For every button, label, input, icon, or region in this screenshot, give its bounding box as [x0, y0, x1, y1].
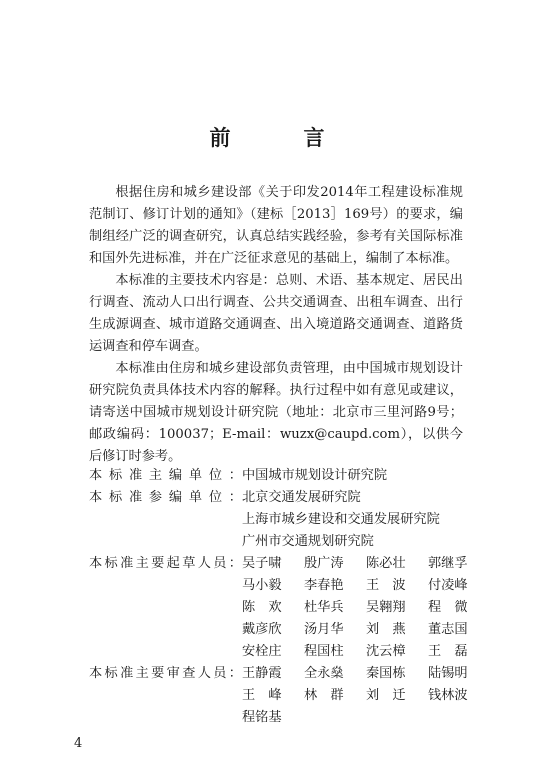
person-name: 汤月华 [304, 622, 344, 637]
person-name: 程国柱 [304, 644, 344, 659]
person-name: 沈云樟 [366, 644, 406, 659]
person-name: 钱林波 [428, 688, 468, 703]
drafters-label: 本标准主要起草人员： [89, 556, 242, 571]
paragraph-background: 根据住房和城乡建设部《关于印发2014年工程建设标准规范制订、修订计划的通知》（建标［2013］169号）的要求，编制组经广泛的调查研究，认真总结实践经验，参考有关国际标准和国外先进标准，并在广泛征求意见的基础上，编制了本标准。 [89, 185, 463, 266]
person-name: 全永燊 [304, 666, 344, 681]
person-name: 程 微 [428, 600, 468, 615]
person-name: 吴翱翔 [366, 600, 406, 615]
person-name: 杜华兵 [304, 600, 344, 615]
person-name: 王 磊 [428, 644, 468, 659]
reviewers-group [89, 663, 479, 729]
person-name: 陈必壮 [366, 556, 406, 571]
drafters-list [242, 553, 490, 663]
page-title: 前 言 [209, 126, 351, 150]
person-name: 付凌峰 [428, 578, 468, 593]
person-name: 安栓庄 [242, 644, 282, 659]
person-name: 殷广涛 [304, 556, 344, 571]
org-name: 北京交通发展研究院 [242, 490, 361, 505]
person-name: 王 波 [366, 578, 406, 593]
person-name: 王静霞 [242, 666, 282, 681]
paragraph-management: 本标准由住房和城乡建设部负责管理，由中国城市规划设计研究院负责具体技术内容的解释。执行过程中如有意见或建议，请寄送中国城市规划设计研究院（地址：北京市三里河路9号；邮政编码：100037；E-mail：wuzx@caupd.com），以供今后修订时参考。 [89, 361, 463, 464]
staff-section [89, 465, 479, 729]
person-name: 董志国 [428, 622, 468, 637]
person-name: 李春艳 [304, 578, 344, 593]
person-name: 陆锡明 [428, 666, 468, 681]
preface-body [89, 182, 463, 468]
chief-editor-group [89, 465, 479, 487]
person-name: 刘 迁 [366, 688, 406, 703]
person-name: 吴子啸 [242, 556, 282, 571]
person-name: 陈 欢 [242, 600, 282, 615]
reviewers-label: 本标准主要审查人员： [89, 666, 242, 681]
person-name: 马小毅 [242, 578, 282, 593]
chief-editor-orgs [242, 465, 479, 487]
org-name: 中国城市规划设计研究院 [242, 468, 388, 483]
person-name: 林 群 [304, 688, 344, 703]
co-editors-group [89, 487, 479, 553]
reviewers-list [242, 663, 490, 729]
co-editors-label: 本标准参编单位： [89, 490, 242, 505]
drafters-group [89, 553, 479, 663]
paragraph-content: 本标准的主要技术内容是：总则、术语、基本规定、居民出行调查、流动人口出行调查、公共交通调查、出租车调查、出行生成源调查、城市道路交通调查、出入境道路交通调查、道路货运调查和停车调查。 [89, 273, 463, 354]
chief-editor-label: 本标准主编单位： [89, 468, 242, 483]
org-name: 广州市交通规划研究院 [242, 534, 374, 549]
person-name: 王 峰 [242, 688, 282, 703]
co-editors-orgs [242, 487, 479, 553]
person-name: 戴彦欣 [242, 622, 282, 637]
org-name: 上海市城乡建设和交通发展研究院 [242, 512, 440, 527]
page-number: 4 [74, 736, 83, 751]
person-name: 刘 燕 [366, 622, 406, 637]
person-name: 程铭基 [242, 710, 282, 725]
person-name: 郭继孚 [428, 556, 468, 571]
person-name: 秦国栋 [366, 666, 406, 681]
